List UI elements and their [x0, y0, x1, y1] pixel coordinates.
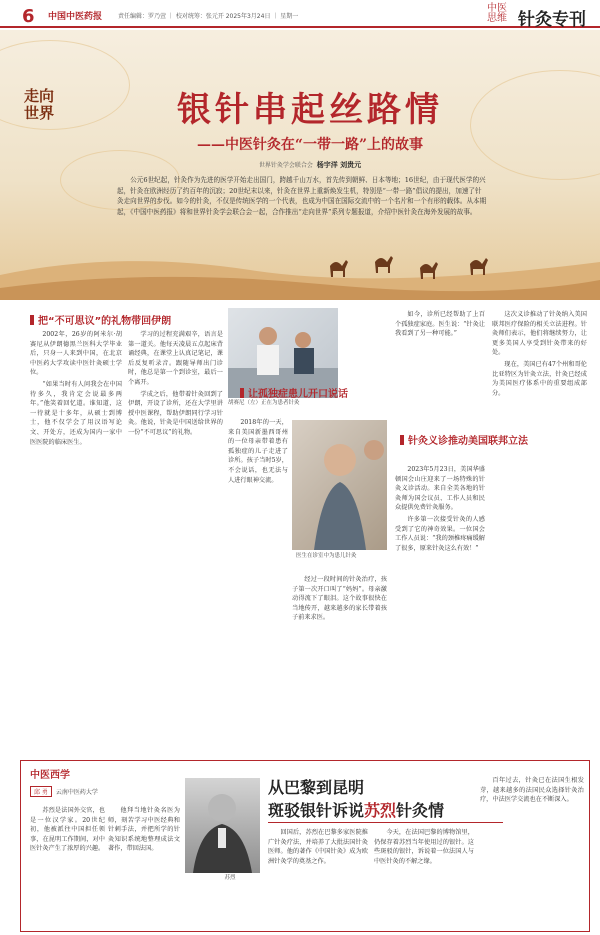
section2-column-1: 2018年的一天，来自美国新墨西哥州的一位母亲带着患有孤独症的儿子走进了诊所。孩子当时5岁，不会说话，也无法与人进行眼神交流。: [228, 419, 288, 484]
section2-column-3: 如今，诊所已经帮助了上百个孤独症家庭。医生说：“针灸让我看到了另一种可能。”: [395, 311, 485, 338]
section3-column-1: 2023年5月23日，美国华盛顿国会山庄迎来了一场特殊的针灸义诊活动。来自全美各地的针灸师为国会议员、工作人员和民众提供免费针灸服务。 许多第一次接受针灸的人感受到了它的神奇效果。一位国会工作人员说：“我的颈椎疼痛缓解了很多，原来针灸这么有效！”: [395, 466, 485, 552]
photo-caption-iran: 胡赛尼（左）正在为患者针灸: [228, 400, 300, 406]
portrait-caption: 苏烈: [224, 875, 236, 881]
editor-line: 责任编辑：罗乃萱 ｜ 校对统筹：张元开 2025年3月24日 ｜ 星期一: [118, 13, 299, 20]
desert-caravan-illustration: [0, 240, 600, 300]
feature-column-4: 回国后，苏烈在巴黎多家医院推广针灸疗法，并培养了大批法国针灸医师。他的著作《中国针灸》成为欧洲针灸学的奠基之作。: [268, 829, 368, 865]
feature-title-rule: [268, 822, 503, 823]
section-heading-us-law: 针灸义诊推动美国联邦立法: [400, 432, 528, 447]
photo-autism-child: [292, 420, 387, 550]
section-heading-iran: 把“不可思议”的礼物带回伊朗: [30, 312, 171, 327]
byline: 世界针灸学会联合会 杨宇洋 刘贵元: [258, 160, 362, 169]
page-header: [0, 0, 600, 28]
column-name: 中医 思维: [487, 3, 507, 24]
feature-title-line2: 斑驳银针诉说苏烈针灸情: [268, 801, 445, 820]
special-issue-title: 针灸专刊: [518, 10, 586, 30]
feature-column-3: [185, 884, 263, 929]
feature-column-5: 今天，在法国巴黎的博物馆里，仍保存着苏烈当年使用过的银针。这些斑驳的银针，诉说着一位法国人与中医针灸的不解之缘。: [374, 829, 474, 865]
feature-column-6: 百年过去，针灸已在法国生根发芽，越来越多的法国民众选择针灸治疗，中法医学交流也在不断深入。: [480, 777, 584, 804]
hero-banner: [0, 30, 600, 300]
feature-title-line1: 从巴黎到昆明: [268, 778, 365, 797]
section1-column-2: 学习的过程充满艰辛，语言是第一道关。他每天凌晨五点起床背诵经典，在课堂上认真记笔记，课后反复听录音。跟随导师出门诊时，他总是第一个到诊室，最后一个离开。 学成之后，他带着针灸回到了伊朗，开设了诊所，还在大学里讲授中医课程，帮助伊朗同行学习针灸。他说，针灸是中国送给世界的一份“不可思议”的礼物。: [128, 331, 223, 436]
feature-column-2: 他拜当地针灸名医为师，刻苦学习中医经典和针刺手法，并把所学的针灸知识系统地整理成法文著作，带回法国。: [108, 807, 180, 853]
feature-column-1: 苏烈是法国外交官，也是一位汉学家。20世纪初，他被派往中国担任领事，在昆明工作期间，对中医针灸产生了浓厚的兴趣。: [30, 807, 105, 853]
section1-column-1: 2002年，26岁的阿米尔·胡赛尼从伊朗德黑兰医科大学毕业后，只身一人来到中国，在北京中医药大学攻读中医针灸硕士学位。 “如果当时有人问我会在中国待多久，我肯定会说最多两年。”他笑着回忆道。谁知道，这一待就是十多年，从硕士到博士，他不仅学会了用汉语写论文、开处方，还成为国内一家中医医院的临床医生。: [30, 331, 122, 446]
lead-paragraph: 公元6世纪起，针灸作为先进的医学开始走出国门，跨越千山万水，首先传到朝鲜、日本等地；16世纪，由于现代医学的兴起，针灸在欧洲经历了约百年的沉寂；20世纪末以来，针灸在世界上重新焕发生机，特别是“一带一路”倡议的提出，加速了针灸走向世界的步伐。如今的针灸，不仅是传统医学的一个代表，也成为中国在国际交流中的一个名片和一个有形的载体。从本期起，《中国中医药报》将和世界针灸学会联合会一起，合作推出“走向世界”系列专题报道，介绍中医针灸在海外发展的故事。: [117, 176, 487, 216]
feature-author: 邱 勇 云南中医药大学: [30, 786, 155, 802]
subheadline: ——中医针灸在“一带一路”上的故事: [196, 137, 424, 153]
photo-caption-autism: 医生在诊室中为患儿针灸: [296, 553, 357, 559]
portrait-photo: [185, 778, 260, 873]
section-heading-autism: 让孤独症患儿开口说话: [240, 385, 348, 400]
headline: 银针串起丝路情: [177, 90, 443, 130]
section3-column-2: 这次义诊推动了针灸纳入美国联邦医疗保险的相关立法进程。针灸师们表示，他们将继续努力，让更多美国人享受到针灸带来的好处。 现在，美国已有47个州和哥伦比亚特区为针灸立法，针灸已经成为美国医疗体系中的重要组成部分。: [492, 311, 587, 397]
feature-column-label: 中医西学: [30, 770, 70, 781]
section2-column-2: 经过一段时间的针灸治疗，孩子第一次开口叫了“妈妈”。母亲激动得流下了眼泪。这个故事很快在当地传开，越来越多的家长带着孩子前来求医。: [292, 576, 387, 622]
paper-logo: 中国中医药报: [48, 12, 103, 22]
page-number: 6: [22, 6, 35, 27]
series-tag: 走向 世界: [24, 87, 55, 122]
